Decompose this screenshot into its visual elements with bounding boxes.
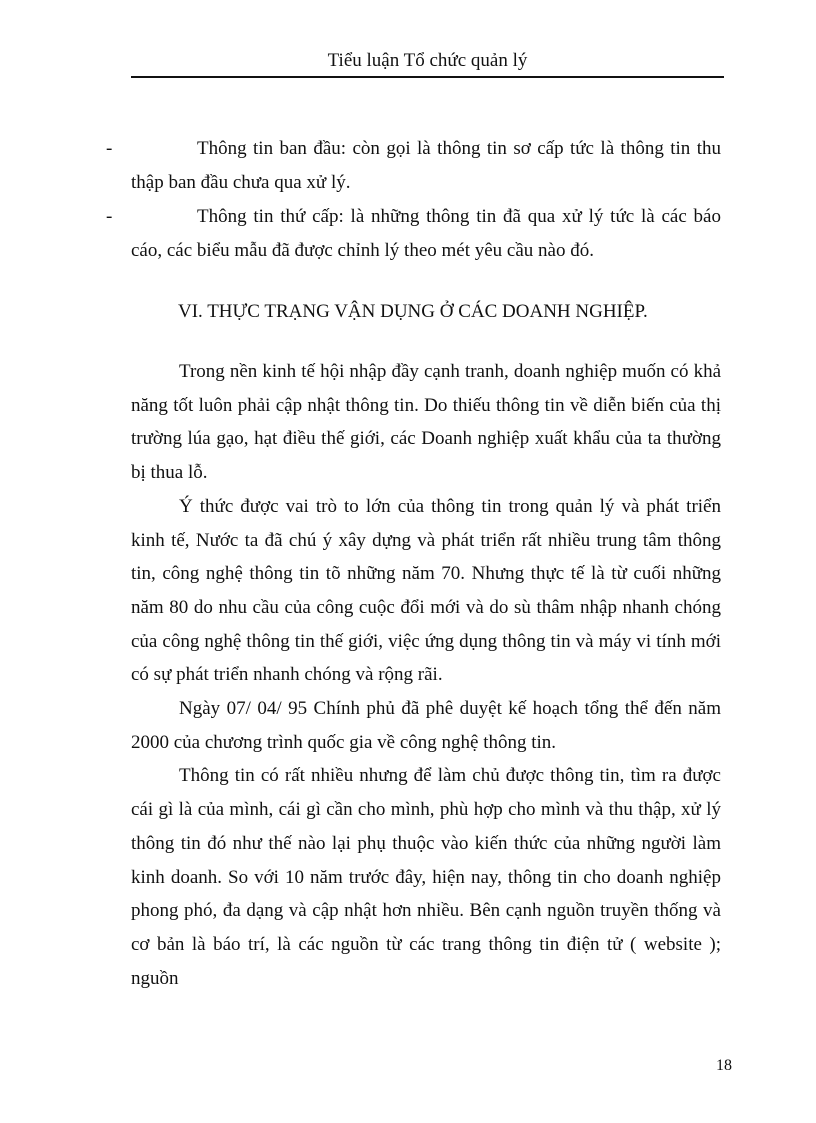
section-heading: VI. THỰC TRẠNG VẬN DỤNG Ở CÁC DOANH NGHIỆP. [178,301,648,322]
bullet-item [131,132,721,199]
page-header-title: Tiểu luận Tổ chức quản lý [327,50,528,71]
paragraph: Ý thức được vai trò to lớn của thông tin trong quản lý và phát triển kinh tế, Nước ta đã chú ý xây dựng và phát triển rất nhiều trung tâm thông tin, công nghệ thông tin tõ những năm 70. Nhưng thực tế là từ cuối những năm 80 do nhu cầu của công cuộc đổi mới và do sù thâm nhập nhanh chóng của công nghệ thông tin thế giới, việc ứng dụng thông tin và máy vi tính mới có sự phát triển nhanh chóng và rộng rãi. [131,495,721,686]
bullet-marker: - [106,206,113,227]
bullet-item [131,200,721,267]
body-paragraphs [131,355,721,995]
page-number: 18 [716,1057,732,1074]
paragraph: Ngày 07/ 04/ 95 Chính phủ đã phê duyệt kế hoạch tổng thể đến năm 2000 của chương trình quốc gia về công nghệ thông tin. [131,698,721,753]
bullet-text: Thông tin thứ cấp: là những thông tin đã qua xử lý tức là các báo cáo, các biểu mẫu đã được chỉnh lý theo mét yêu cầu nào đó. [131,206,721,261]
paragraph: Trong nền kinh tế hội nhập đầy cạnh tranh, doanh nghiệp muốn có khả năng tốt luôn phải cập nhật thông tin. Do thiếu thông tin về diễn biến của thị trường lúa gạo, hạt điều thế giới, các Doanh nghiệp xuất khẩu của ta thường bị thua lỗ. [131,361,721,484]
paragraph: Thông tin có rất nhiều nhưng để làm chủ được thông tin, tìm ra được cái gì là của mình, cái gì cần cho mình, phù hợp cho mình và thu thập, xử lý thông tin đó như thế nào lại phụ thuộc vào kiến thức của những người làm kinh doanh. So với 10 năm trước đây, hiện nay, thông tin cho doanh nghiệp phong phó, đa dạng và cập nhật hơn nhiều. Bên cạnh nguồn truyền thống và cơ bản là báo trí, là các nguồn từ các trang thông tin điện tử ( website ); nguồn [131,765,721,989]
bullet-marker: - [106,138,113,159]
bullet-text: Thông tin ban đầu: còn gọi là thông tin sơ cấp tức là thông tin thu thập ban đầu chưa qua xử lý. [131,138,721,193]
header-divider [131,76,724,78]
